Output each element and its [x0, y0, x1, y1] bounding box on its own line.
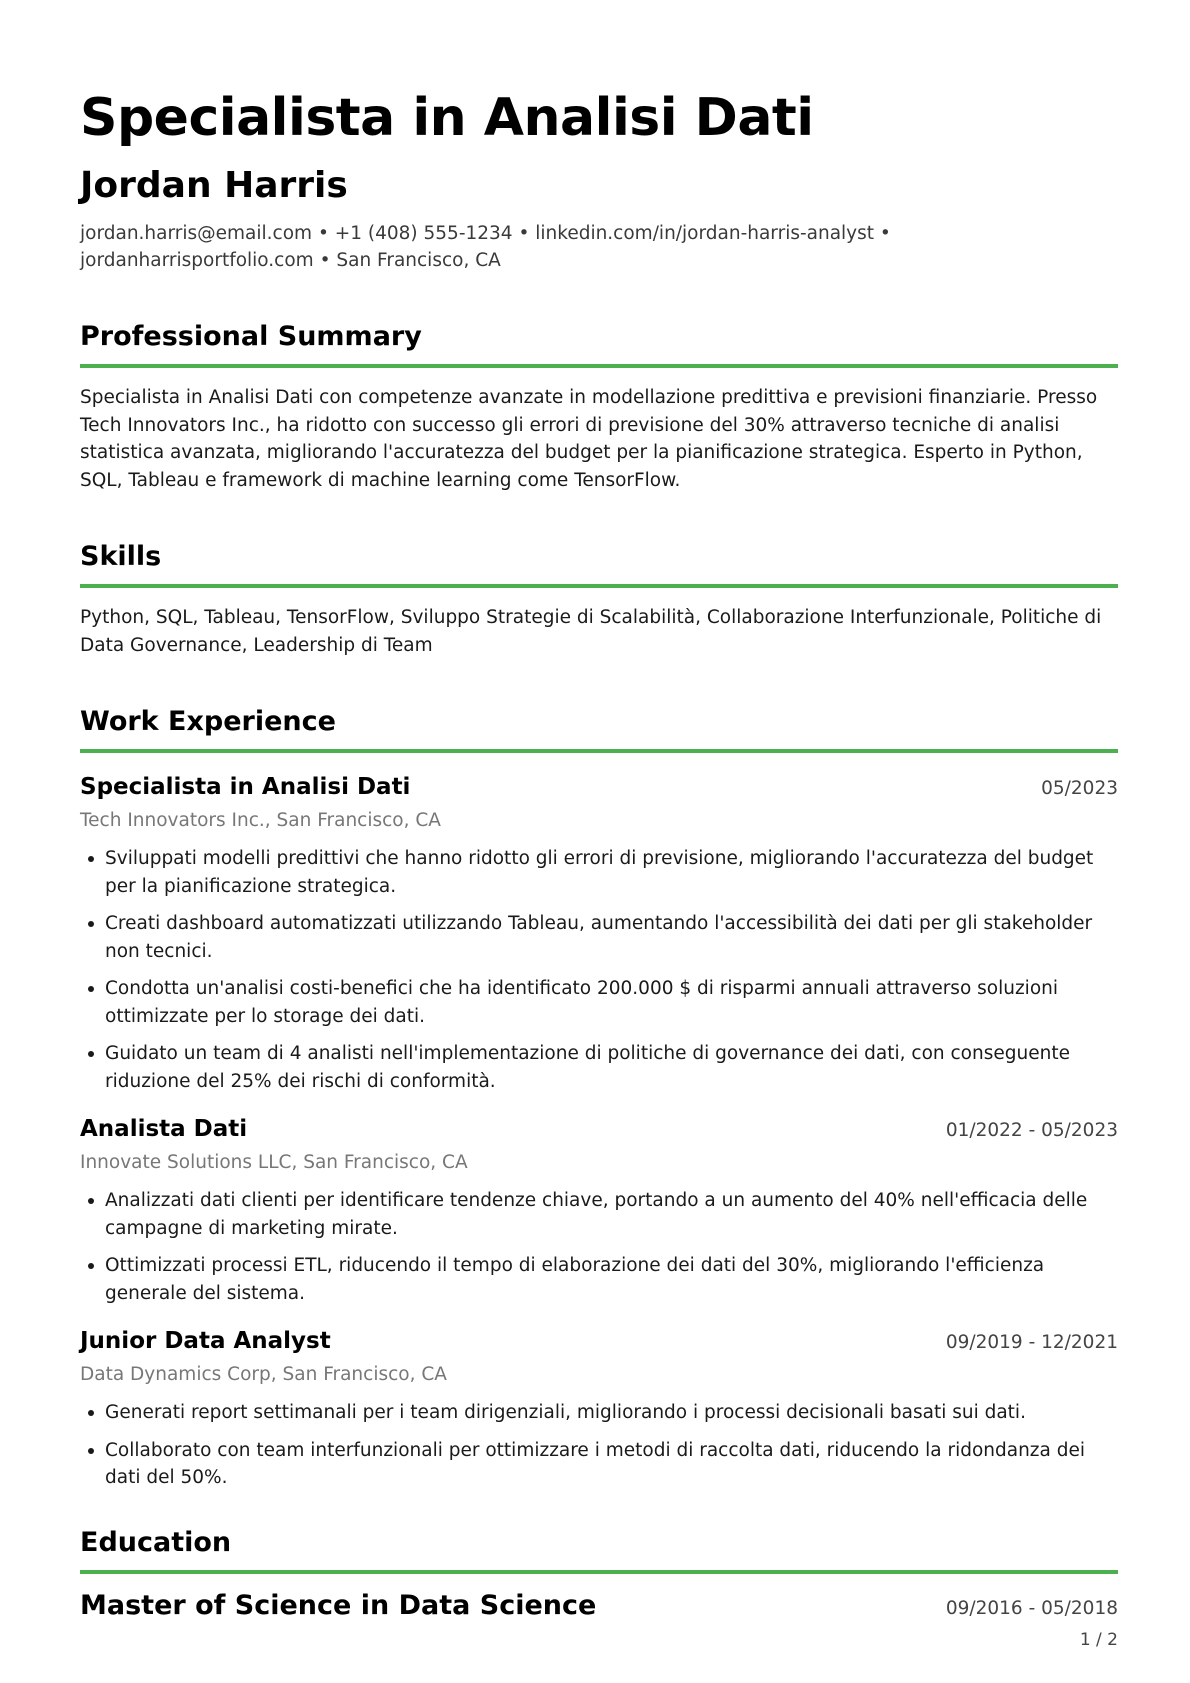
education-entry	[80, 1588, 1118, 1624]
bullet-item	[80, 975, 1118, 1030]
job-company: Tech Innovators Inc., San Francisco, CA	[80, 810, 441, 831]
resume-title: Specialista in Analisi Dati	[80, 88, 814, 148]
bullet-item	[80, 910, 1118, 965]
resume-page	[80, 0, 1118, 1624]
job-company: Innovate Solutions LLC, San Francisco, CA	[80, 1152, 468, 1173]
summary-text: Specialista in Analisi Dati con competenze avanzate in modellazione predittiva e previsioni finanziarie. Presso Tech Innovators Inc., ha ridotto con successo gli errori di previsione del 30% attraverso tecniche di analisi statistica avanzata, migliorando l'accuratezza del budget per la pianificazione strategica. Esperto in Python, SQL, Tableau e framework di machine learning come TensorFlow.	[80, 387, 1098, 491]
bullet-text: Guidato un team di 4 analisti nell'implementazione di politiche di governance dei dati, con conseguente riduzione del 25% dei rischi di conformità.	[105, 1043, 1070, 1092]
job-date: 05/2023	[1041, 778, 1118, 799]
education-date: 09/2016 - 05/2018	[945, 1597, 1118, 1619]
job-bullets	[80, 1399, 1118, 1492]
education-section	[80, 1526, 1118, 1624]
job-title: Specialista in Analisi Dati	[80, 774, 411, 800]
job-entry	[80, 1113, 1118, 1307]
bullet-icon	[88, 1198, 94, 1204]
person-name: Jordan Harris	[80, 165, 348, 206]
job-date: 01/2022 - 05/2023	[945, 1120, 1118, 1141]
contact-info: jordan.harris@email.com • +1 (408) 555-1234 • linkedin.com/in/jordan-harris-analyst • jordanharrisportfolio.com • San Francisco, CA	[80, 223, 891, 271]
bullet-icon	[88, 856, 94, 862]
experience-heading: Work Experience	[80, 705, 1118, 753]
job-entry	[80, 1325, 1118, 1492]
experience-section	[80, 705, 1118, 1492]
bullet-text: Analizzati dati clienti per identificare tendenze chiave, portando a un aumento del 40% nell'efficacia delle campagne di marketing mirate.	[105, 1190, 1088, 1239]
job-header	[80, 771, 1118, 803]
bullet-text: Collaborato con team interfunzionali per ottimizzare i metodi di raccolta dati, riducendo la ridondanza dei dati del 50%.	[105, 1439, 1085, 1488]
job-date: 09/2019 - 12/2021	[945, 1332, 1118, 1353]
bullet-text: Sviluppati modelli predittivi che hanno ridotto gli errori di previsione, migliorando l'accuratezza del budget per la pianificazione strategica.	[105, 848, 1094, 897]
job-bullets	[80, 1187, 1118, 1307]
job-company: Data Dynamics Corp, San Francisco, CA	[80, 1364, 447, 1385]
bullet-item	[80, 1252, 1118, 1307]
job-bullets	[80, 845, 1118, 1095]
bullet-icon	[88, 1263, 94, 1269]
job-header	[80, 1325, 1118, 1357]
bullet-icon	[88, 1051, 94, 1057]
bullet-item	[80, 1399, 1118, 1427]
bullet-item	[80, 1437, 1118, 1492]
bullet-item	[80, 1187, 1118, 1242]
degree-title: Master of Science in Data Science	[80, 1589, 597, 1621]
bullet-text: Condotta un'analisi costi-benefici che ha identificato 200.000 $ di risparmi annuali attraverso soluzioni ottimizzate per lo storage dei dati.	[105, 978, 1059, 1027]
skills-text: Python, SQL, Tableau, TensorFlow, Sviluppo Strategie di Scalabilità, Collaborazione Interfunzionale, Politiche di Data Governance, Leadership di Team	[80, 607, 1102, 656]
bullet-item	[80, 1040, 1118, 1095]
job-entry	[80, 771, 1118, 1095]
bullet-icon	[88, 1448, 94, 1454]
job-title: Analista Dati	[80, 1116, 248, 1142]
education-heading: Education	[80, 1526, 1118, 1574]
job-title: Junior Data Analyst	[80, 1328, 331, 1354]
bullet-text: Ottimizzati processi ETL, riducendo il tempo di elaborazione dei dati del 30%, migliorando l'efficienza generale del sistema.	[105, 1255, 1045, 1304]
bullet-text: Creati dashboard automatizzati utilizzando Tableau, aumentando l'accessibilità dei dati per gli stakeholder non tecnici.	[105, 913, 1093, 962]
bullet-icon	[88, 986, 94, 992]
skills-heading: Skills	[80, 540, 1118, 588]
summary-heading: Professional Summary	[80, 320, 1118, 368]
page-number: 1 / 2	[1079, 1630, 1118, 1650]
bullet-item	[80, 845, 1118, 900]
skills-section	[80, 540, 1118, 659]
bullet-text: Generati report settimanali per i team dirigenziali, migliorando i processi decisionali basati sui dati.	[105, 1402, 1026, 1423]
bullet-icon	[88, 1410, 94, 1416]
bullet-icon	[88, 921, 94, 927]
job-header	[80, 1113, 1118, 1145]
summary-section	[80, 320, 1118, 494]
